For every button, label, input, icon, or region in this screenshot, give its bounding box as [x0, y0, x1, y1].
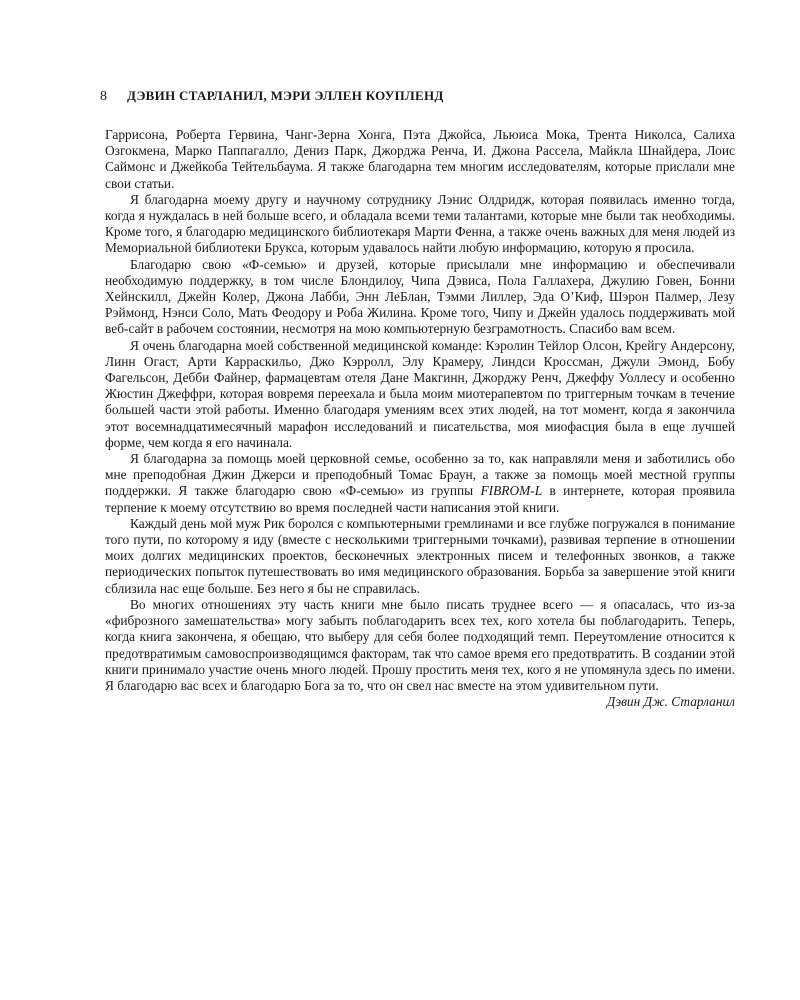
paragraph-5-text-end: в интернете, которая проявила терпение к моему отсутствию во время последней части написания этой книги. [105, 483, 735, 515]
paragraph-1: Гаррисона, Роберта Гервина, Чанг-Зерна Хонга, Пэта Джойса, Льюиса Мока, Трента Николса, Салиха Озгокмена, Марко Паппагалло, Дениз Парк, Джорджа Ренча, И. Джона Рассела, Майкла Шнайдера, Лоис Саймонс и Джейкоба Тейтельбаума. Я также благодарна тем многим исследователям, которые прислали мне свои статьи. [105, 127, 735, 191]
paragraph-5 [105, 451, 735, 516]
paragraph-4: Я очень благодарна моей собственной медицинской команде: Кэролин Тейлор Олсон, Крейгу Андерсону, Линн Огаст, Арти Карраскильо, Джо Кэрролл, Элу Крамеру, Линдси Кроссман, Джули Эмонд, Бобу Фагельсон, Дебби Файнер, фармацевтам отеля Дане Макгинн, Джорджу Ренч, Джеффу Уоллесу и особенно Жюстин Джеффри, которая вовремя переехала и была моим миотерапевтом по триггерным точкам в течение большей части этой работы. Именно благодаря умениям всех этих людей, на тот момент, когда я закончила этот восемнадцатимесячный марафон исследований и писательства, моя миофасция была в еще лучшей форме, чем когда я его начинала. [105, 337, 735, 450]
paragraph-6: Каждый день мой муж Рик боролся с компьютерными гремлинами и все глубже погружался в понимание того пути, по которому я иду (вместе с несколькими триггерными точками), развивая терпение в отношении моих долгих медицинских проектов, бесконечных электронных писем и телефонных звонков, а также периодических попыток путешествовать во имя медицинского образования. Борьба за завершение этой книги сблизила нас еще больше. Без него я бы не справилась. [105, 515, 735, 596]
paragraph-7: Во многих отношениях эту часть книги мне было писать труднее всего — я опасалась, что из-за «фиброзного замешательства» могу забыть поблагодарить всех тех, кого хотела бы поблагодарить. Теперь, когда книга закончена, я обещаю, что выберу для себя более подходящий темп. Переутомление относится к предотвратимым самовоспроизводящимся факторам, так что самое время его предотвратить. В создании этой книги принимало участие очень много людей. Прошу простить меня тех, кого я не упомянула здесь по имени. Я благодарю вас всех и благодарю Бога за то, что он свел нас вместе на этом удивительном пути. [105, 596, 735, 693]
running-head [100, 88, 740, 105]
page-number: 8 [100, 89, 108, 104]
signature: Дэвин Дж. Старланил [606, 694, 735, 710]
paragraph-3: Благодарю свою «Ф-семью» и друзей, которые присылали мне информацию и обеспечивали необходимую поддержку, в том числе Блондилоу, Чипа Дэвиса, Пола Галлахера, Джулию Говен, Бонни Хейнскилл, Джейн Колер, Джона Лабби, Энн ЛеБлан, Тэмми Лиллер, Эда О’Киф, Шэрон Палмер, Лезу Рэймонд, Нэнси Соло, Мать Феодору и Роба Жилина. Кроме того, Чипу и Джейн удалось поддерживать мой веб-сайт в рабочем состоянии, несмотря на мою компьютерную безграмотность. Спасибо вам всем. [105, 256, 735, 337]
body-text [105, 127, 735, 710]
group-name-italic: FIBROM-L [480, 483, 543, 499]
running-title: ДЭВИН СТАРЛАНИЛ, МЭРИ ЭЛЛЕН КОУПЛЕНД [127, 88, 444, 103]
paragraph-5-text-start: Я благодарна за помощь моей церковной семье, особенно за то, как направляли меня и заботились обо мне преподобная Джин Джерси и преподобный Томас Браун, а также за помощь моей местной группы поддержки. Я также благодарю свою «Ф-семью» из группы [105, 451, 735, 499]
paragraph-2: Я благодарна моему другу и научному сотруднику Лэнис Олдридж, которая появилась именно тогда, когда я нуждалась в ней больше всего, и обладала всеми теми талантами, которые мне были так необходимы. Кроме того, я благодарю медицинского библиотекаря Марти Фенна, а также очень важных для меня людей из Мемориальной библиотеки Брукса, которым удавалось найти любую информацию, которую я просила. [105, 191, 735, 256]
